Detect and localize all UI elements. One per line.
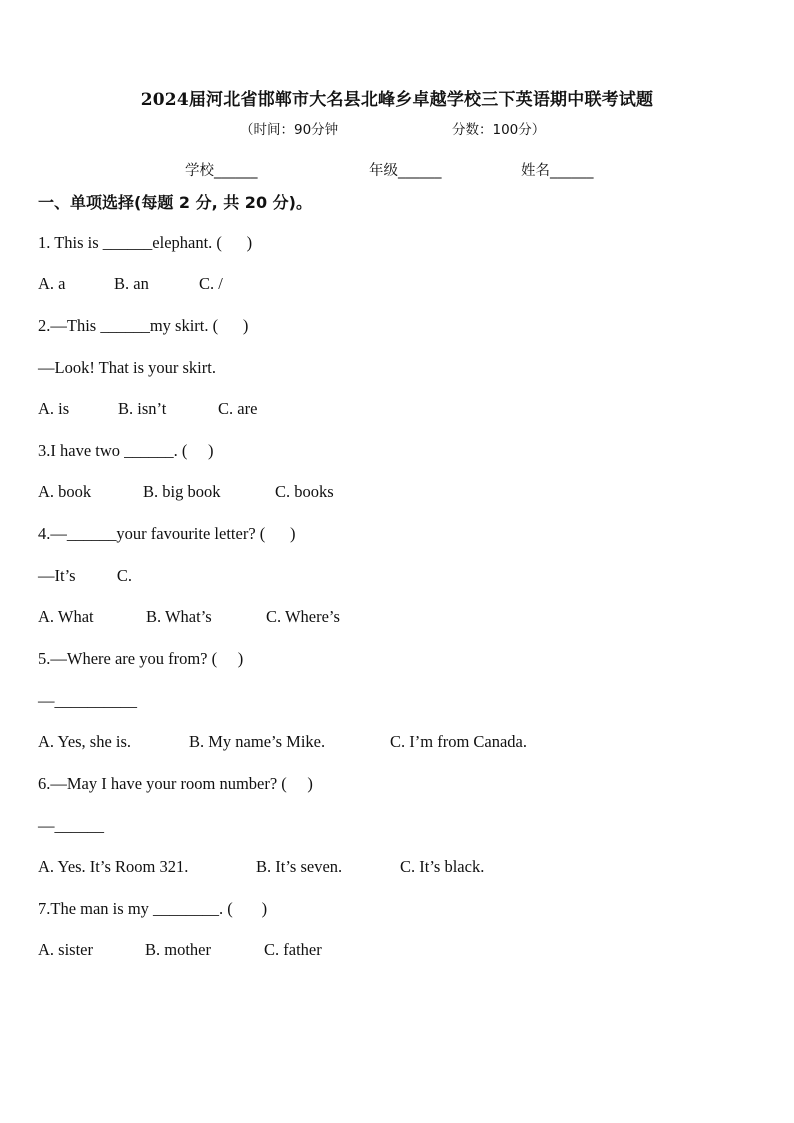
- question-5-option-b: B. My name’s Mike.: [189, 732, 326, 751]
- question-2-option-b: B. isn’t: [118, 399, 167, 418]
- question-5-option-a: A. Yes, she is.: [38, 732, 132, 751]
- name-field: 姓名______: [521, 163, 594, 179]
- student-info: [0, 159, 794, 181]
- question-6-stem: 6.—May I have your room number? ( ): [38, 774, 313, 793]
- time-label: （时间：90分钟: [240, 122, 339, 138]
- question-3-option-c: C. books: [275, 482, 334, 501]
- question-4-stem: 4.—______your favourite letter? ( ): [38, 524, 296, 543]
- question-4-option-b: B. What’s: [146, 607, 212, 626]
- question-7-option-b: B. mother: [145, 940, 211, 959]
- exam-title: 2024届河北省邯郸市大名县北峰乡卓越学校三下英语期中联考试题: [140, 90, 654, 110]
- question-4-dialogue: —It’s C.: [38, 566, 132, 585]
- question-2-option-c: C. are: [218, 399, 258, 418]
- question-6-option-a: A. Yes. It’s Room 321.: [38, 857, 189, 876]
- question-5-option-c: C. I’m from Canada.: [390, 732, 528, 751]
- question-3-option-b: B. big book: [143, 482, 221, 501]
- question-6-answer-blank: —______: [38, 816, 104, 835]
- question-4-option-a: A. What: [38, 607, 94, 626]
- question-3-option-a: A. book: [38, 482, 92, 501]
- question-7-stem: 7.The man is my ________. ( ): [38, 899, 268, 918]
- question-1-option-a: A. a: [38, 274, 66, 293]
- section-heading: 一、单项选择(每题 2 分, 共 20 分)。: [38, 193, 312, 212]
- question-5-stem: 5.—Where are you from? ( ): [38, 649, 244, 668]
- question-2-option-a: A. is: [38, 399, 70, 418]
- score-label: 分数：100分）: [452, 122, 546, 138]
- question-5-answer-blank: —__________: [38, 691, 137, 710]
- question-1-option-c: C. /: [199, 274, 223, 293]
- grade-field: 年级______: [369, 163, 442, 179]
- question-6-option-b: B. It’s seven.: [256, 857, 343, 876]
- question-1-stem: 1. This is ______elephant. ( ): [38, 233, 253, 252]
- school-field: 学校______: [185, 163, 258, 179]
- question-1-option-b: B. an: [114, 274, 149, 293]
- question-6-option-c: C. It’s black.: [400, 857, 485, 876]
- question-3-stem: 3.I have two ______. ( ): [38, 441, 214, 460]
- question-7-option-c: C. father: [264, 940, 322, 959]
- question-7-option-a: A. sister: [38, 940, 93, 959]
- question-4-option-c: C. Where’s: [266, 607, 340, 626]
- question-2-stem: 2.—This ______my skirt. ( ): [38, 316, 249, 335]
- exam-meta: [0, 118, 794, 138]
- question-2-dialogue: —Look! That is your skirt.: [38, 358, 216, 377]
